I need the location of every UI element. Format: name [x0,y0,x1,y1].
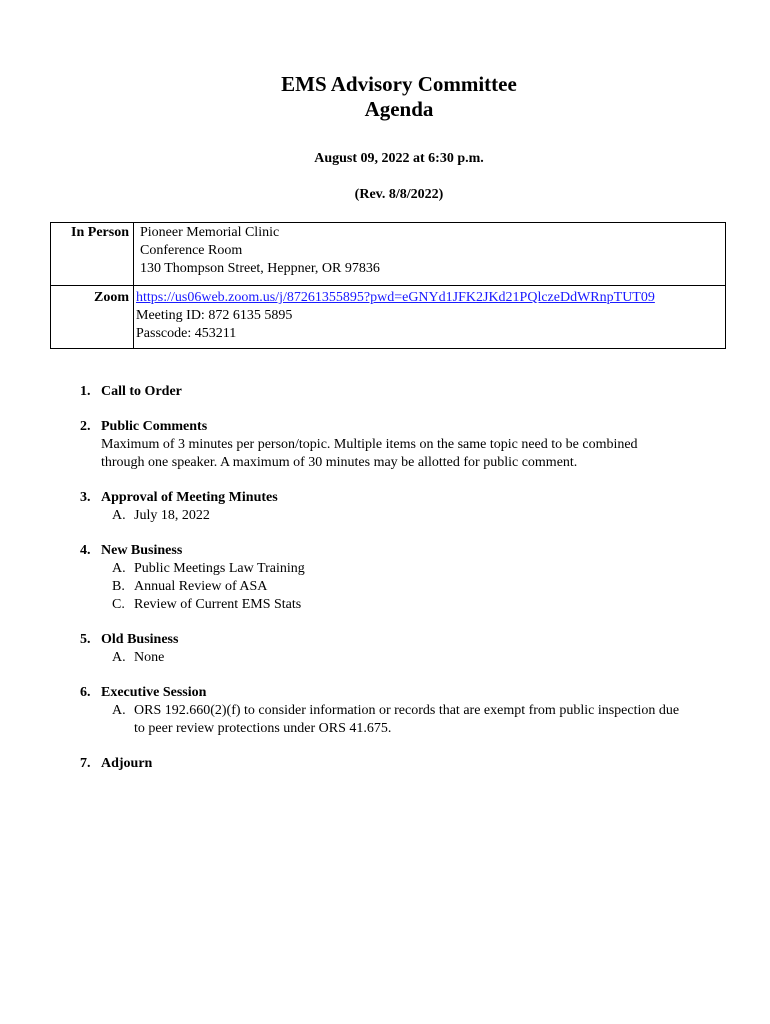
meeting-id: Meeting ID: 872 6135 5895 [136,308,293,323]
sub-item [101,507,740,525]
item-title: Adjourn [101,756,153,771]
description-line: through one speaker. A maximum of 30 minutes may be allotted for public comment. [101,455,578,470]
location-table [50,222,726,349]
agenda-item [80,755,740,773]
document-title [0,72,770,122]
sub-item-letter: A. [112,703,126,718]
zoom-details [134,286,726,349]
sub-item-letter: A. [112,561,126,576]
sub-item-text: Review of Current EMS Stats [134,597,302,612]
agenda-item [80,631,740,667]
agenda-list [80,383,740,790]
sub-item-text-line: to peer review protections under ORS 41.675. [134,721,392,736]
sub-item [101,578,740,596]
item-number: 4. [80,543,91,558]
sub-item-letter: B. [112,579,125,594]
item-title: Old Business [101,632,179,647]
agenda-item [80,383,740,401]
sub-item [101,596,740,614]
agenda-item [80,542,740,614]
zoom-label: Zoom [51,286,134,349]
sub-item-letter: C. [112,597,125,612]
clinic-name: Pioneer Memorial Clinic [140,225,280,240]
meeting-date: August 09, 2022 at 6:30 p.m. [314,151,484,166]
sub-item [101,702,740,738]
description-line: Maximum of 3 minutes per person/topic. Multiple items on the same topic need to be combined [101,437,638,452]
in-person-details [134,223,726,286]
item-number: 5. [80,632,91,647]
sub-item-letter: A. [112,650,126,665]
item-number: 2. [80,419,91,434]
title-line-2: Agenda [364,97,434,121]
item-number: 3. [80,490,91,505]
sub-item-text: Annual Review of ASA [134,579,268,594]
agenda-item [80,489,740,525]
item-number: 6. [80,685,91,700]
street-address: 130 Thompson Street, Heppner, OR 97836 [140,261,380,276]
item-description [101,436,740,472]
in-person-label: In Person [51,223,134,286]
item-number: 7. [80,756,91,771]
zoom-link[interactable]: https://us06web.zoom.us/j/87261355895?pwd=eGNYd1JFK2JKd21PQlczeDdWRnpTUT09 [136,290,655,305]
room-name: Conference Room [140,243,243,258]
zoom-row [51,286,726,349]
sub-item-letter: A. [112,508,126,523]
sub-item-text: July 18, 2022 [134,508,210,523]
sub-item-text: None [134,650,165,665]
sub-item-text-line: ORS 192.660(2)(f) to consider information or records that are exempt from public inspection due [134,703,680,718]
in-person-row [51,223,726,286]
agenda-item [80,684,740,738]
item-title: Executive Session [101,685,207,700]
revision-date: (Rev. 8/8/2022) [354,187,444,202]
item-number: 1. [80,384,91,399]
item-title: Public Comments [101,419,208,434]
passcode: Passcode: 453211 [136,326,237,341]
agenda-item [80,418,740,472]
sub-item [101,649,740,667]
sub-item [101,560,740,578]
item-title: Call to Order [101,384,182,399]
sub-item-text: Public Meetings Law Training [134,561,305,576]
title-line-1: EMS Advisory Committee [281,72,517,96]
item-title: New Business [101,543,183,558]
item-title: Approval of Meeting Minutes [101,490,278,505]
